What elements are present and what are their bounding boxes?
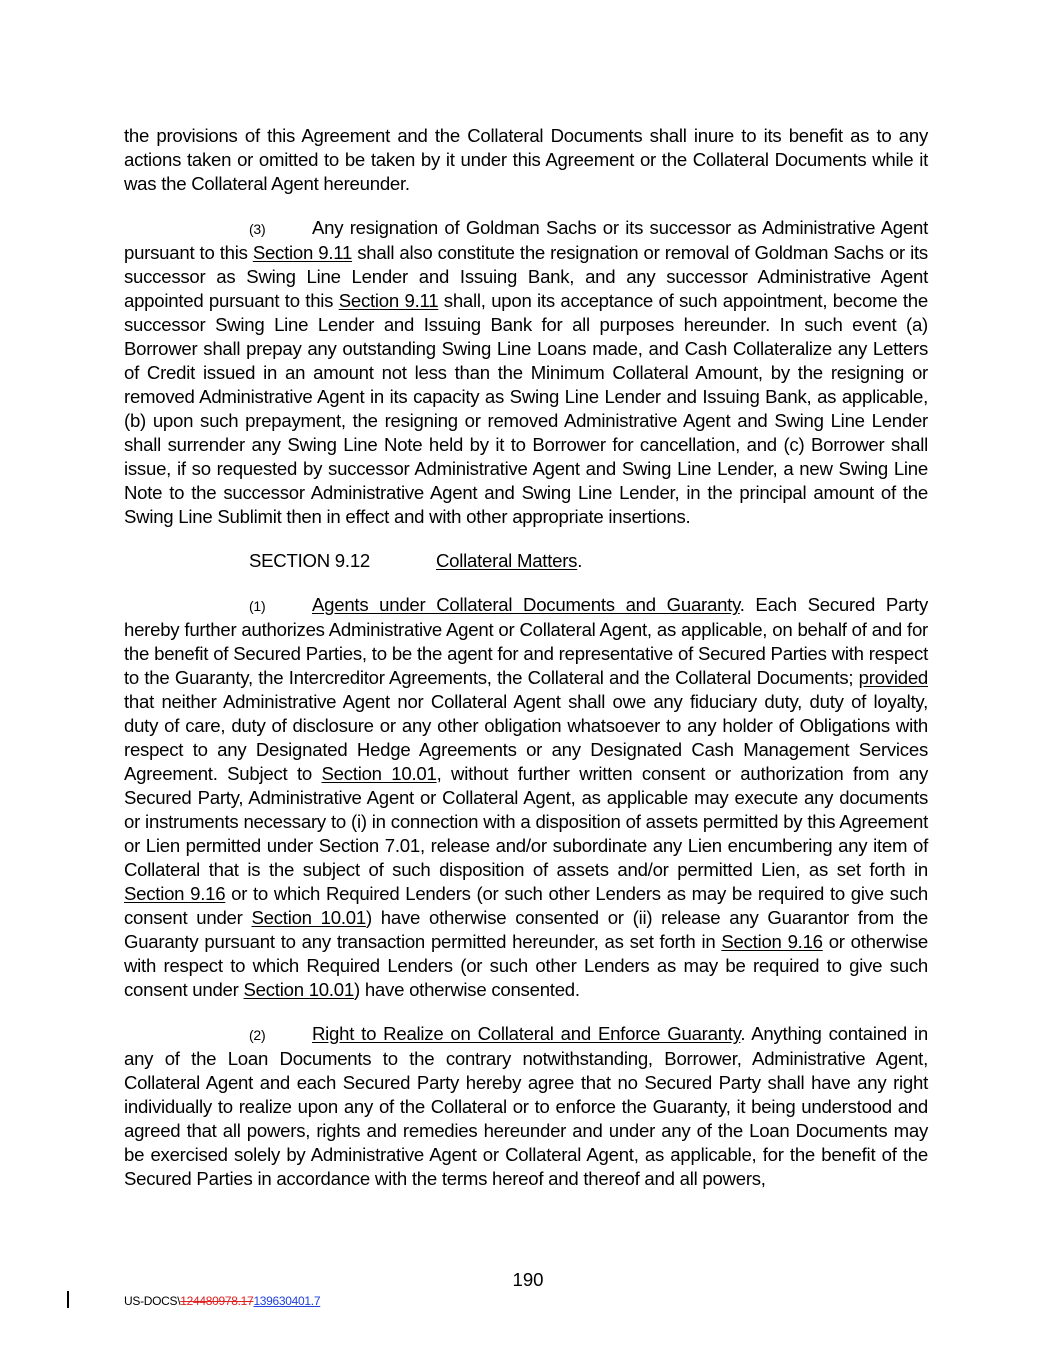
paragraph-text: or otherwise with respect to which Required Lenders (or such other Lenders as may be required to give such consent under — [124, 931, 928, 1000]
paragraph-text: Any resignation of Goldman Sachs or its successor as Administrative Agent pursuant to this — [124, 217, 928, 263]
paragraph-text: . Anything contained in any of the Loan Documents to the contrary notwithstanding, Borrower, Administrative Agent, Collateral Agent and each Secured Party hereby agree that no Secured Party shall have any right individually to realize upon any of the Collateral or to enforce the Guaranty, it being understood and agreed that all powers, rights and remedies hereunder and under any of the Loan Documents may be exercised solely by Administrative Agent or Collateral Agent, as applicable, for the benefit of the Secured Parties in accordance with the terms hereof and thereof and all powers, — [124, 1023, 928, 1189]
section-reference: Section 10.01 — [321, 763, 437, 784]
section-reference: Section 9.11 — [252, 242, 353, 263]
paragraph-section-2 — [124, 1022, 928, 1191]
paragraph-number: (3) — [249, 221, 266, 237]
section-reference: Section 9.16 — [124, 883, 226, 904]
paragraph-text: ) have otherwise consented or (ii) release any Guarantor from the Guaranty pursuant to any transaction permitted hereunder, as set forth in — [124, 907, 928, 952]
paragraph-text: or to which Required Lenders (or such other Lenders as may be required to give such consent under — [124, 883, 929, 928]
section-number: SECTION 9.12 — [249, 550, 371, 571]
paragraph-number: (2) — [249, 1027, 266, 1043]
document-page — [124, 124, 928, 1191]
section-reference: Section 10.01 — [251, 907, 366, 928]
paragraph-section-1 — [124, 593, 928, 1002]
section-title: Collateral Matters — [436, 550, 578, 571]
continuation-paragraph — [124, 124, 928, 196]
paragraph-heading: Agents under Collateral Documents and Guaranty — [312, 594, 740, 615]
section-reference: Section 9.11 — [338, 290, 439, 311]
paragraph-heading: Right to Realize on Collateral and Enforce Guaranty — [312, 1023, 741, 1044]
paragraph-text: that neither Administrative Agent nor Collateral Agent shall owe any fiduciary duty, duty of loyalty, duty of care, duty of disclosure or any other obligation whatsoever to any holder of Obligations with respect to any Designated Hedge Agreements or any Designated Cash Management Services Agreement. Subject to — [124, 691, 928, 784]
paragraph-number: (1) — [249, 598, 266, 614]
page-number: 190 — [512, 1269, 544, 1290]
change-bar — [67, 1291, 69, 1308]
doc-id-prefix: US-DOCS\ — [124, 1294, 181, 1308]
paragraph-3 — [124, 216, 928, 529]
section-reference: Section 10.01 — [243, 979, 354, 1000]
doc-id-deleted: 124480978.17 — [180, 1294, 254, 1308]
document-footer-id — [124, 1294, 320, 1308]
section-title-period: . — [577, 550, 583, 571]
section-heading — [124, 549, 928, 573]
provided-term: provided — [858, 667, 928, 688]
section-reference: Section 9.16 — [721, 931, 823, 952]
paragraph-text: ) have otherwise consented. — [353, 979, 580, 1000]
paragraph-text: shall also constitute the resignation or removal of Goldman Sachs or its successor as Swing Line Lender and Issuing Bank, and any successor Administrative Agent appointed pursuant to this — [124, 242, 928, 311]
doc-id-inserted: 139630401.7 — [253, 1294, 321, 1308]
paragraph-text: , without further written consent or authorization from any Secured Party, Administrative Agent or Collateral Agent, as applicable may execute any documents or instruments necessary to (i) in connection with a disposition of assets permitted by this Agreement or Lien permitted under Section 7.01, release and/or subordinate any Lien encumbering any item of Collateral that is the subject of such disposition of assets and/or permitted Lien, as set forth in — [124, 763, 928, 880]
paragraph-text: . Each Secured Party hereby further authorizes Administrative Agent or Collateral Agent, as applicable, on behalf of and for the benefit of Secured Parties, to be the agent for and representative of Secured Parties with respect to the Guaranty, the Intercreditor Agreements, the Collateral and the Collateral Documents; — [124, 594, 929, 688]
paragraph-text: shall, upon its acceptance of such appointment, become the successor Swing Line Lender and Issuing Bank for all purposes hereunder. In such event (a) Borrower shall prepay any outstanding Swing Line Loans made, and Cash Collateralize any Letters of Credit issued in an amount not less than the Minimum Collateral Amount, by the resigning or removed Administrative Agent in its capacity as Swing Line Lender and Issuing Bank, as applicable, (b) upon such prepayment, the resigning or removed Administrative Agent and Swing Line Lender shall surrender any Swing Line Note held by it to Borrower for cancellation, and (c) Borrower shall issue, if so requested by successor Administrative Agent and Swing Line Lender, a new Swing Line Note to the successor Administrative Agent and Swing Line Lender, in the principal amount of the Swing Line Sublimit then in effect and with other appropriate insertions. — [124, 290, 928, 527]
continuation-text: the provisions of this Agreement and the Collateral Documents shall inure to its benefit as to any actions taken or omitted to be taken by it under this Agreement or the Collateral Documents while it was the Collateral Agent hereunder. — [124, 125, 928, 194]
